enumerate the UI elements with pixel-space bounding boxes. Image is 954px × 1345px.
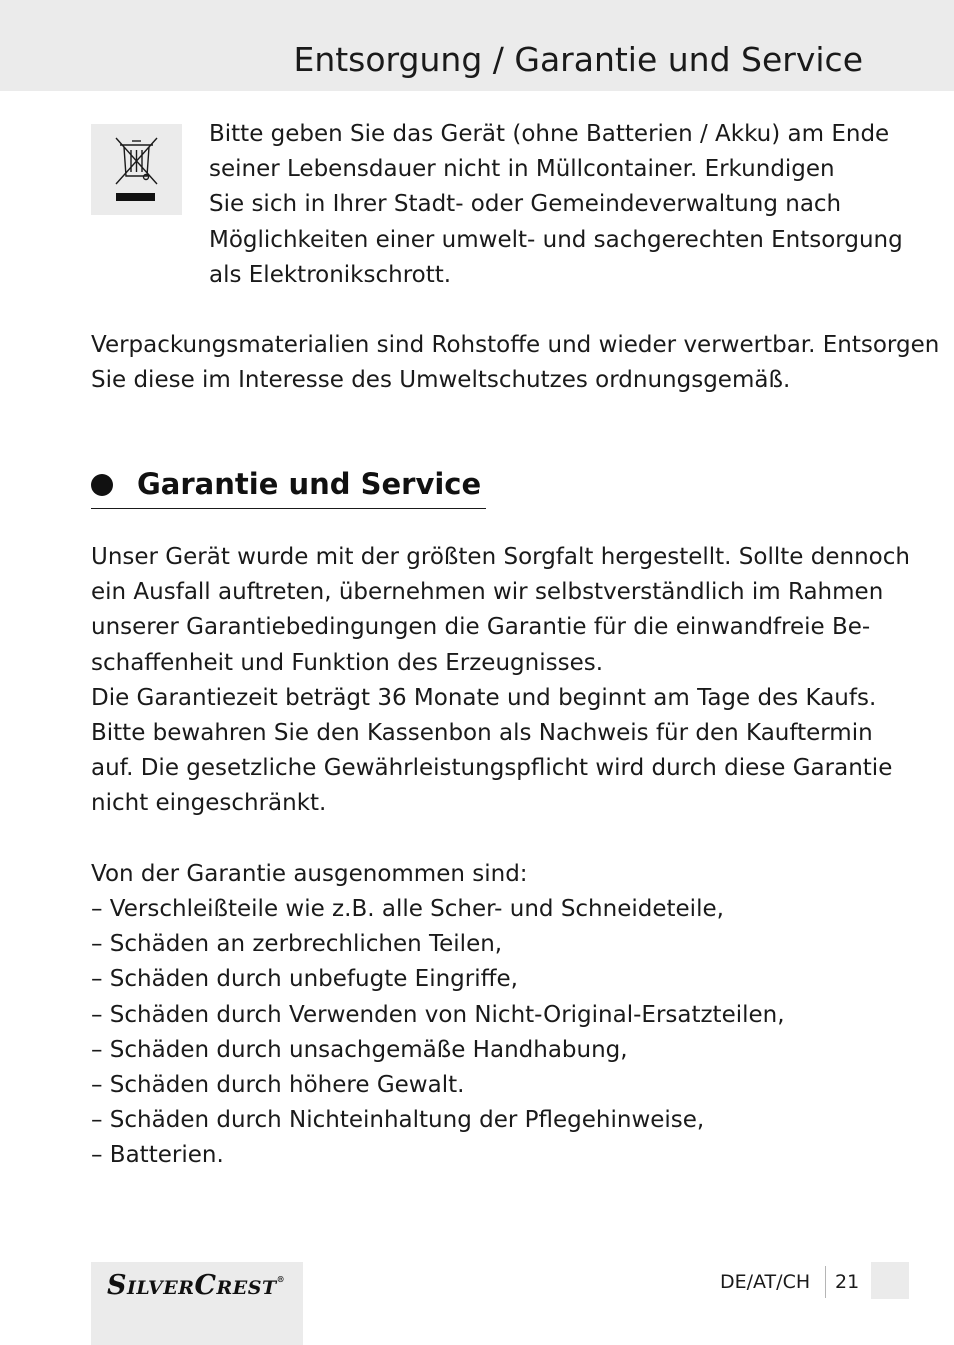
text-line: Sie diese im Interesse des Umweltschutzes ordnungsgemäß. bbox=[91, 367, 791, 394]
section-heading bbox=[91, 462, 486, 509]
locale-label: DE/AT/CH bbox=[720, 1271, 811, 1293]
crossed-out-wheelie-bin-icon bbox=[91, 124, 182, 215]
text-line: seiner Lebensdauer nicht in Müllcontainer. Erkundigen bbox=[209, 156, 835, 183]
text-line: Unser Gerät wurde mit der größten Sorgfalt hergestellt. Sollte dennoch bbox=[91, 544, 910, 570]
list-item: – Schäden durch unbefugte Eingriffe, bbox=[91, 966, 518, 993]
warranty-paragraph bbox=[91, 540, 910, 822]
section-heading-text: Garantie und Service bbox=[137, 467, 482, 501]
text-line: Bitte geben Sie das Gerät (ohne Batterien / Akku) am Ende bbox=[209, 121, 890, 147]
list-item: – Schäden durch höhere Gewalt. bbox=[91, 1072, 465, 1099]
page-title: Entsorgung / Garantie und Service bbox=[293, 40, 863, 79]
list-item: – Schäden durch Verwenden von Nicht-Original-Ersatzteilen, bbox=[91, 1001, 785, 1028]
footer-tab bbox=[871, 1262, 909, 1299]
footer-logo-box bbox=[91, 1262, 303, 1345]
list-item: – Verschleißteile wie z.B. alle Scher- und Schneideteile, bbox=[91, 896, 724, 922]
text-line: unserer Garantiebedingungen die Garantie für die einwandfreie Be- bbox=[91, 614, 871, 641]
text-line: nicht eingeschränkt. bbox=[91, 790, 327, 817]
text-line: auf. Die gesetzliche Gewährleistungspflicht wird durch diese Garantie bbox=[91, 755, 893, 782]
bullet-dot-icon bbox=[91, 474, 113, 496]
brand-logo: SILVERCREST® bbox=[107, 1270, 286, 1301]
packaging-paragraph bbox=[91, 328, 939, 398]
text-line: als Elektronikschrott. bbox=[209, 261, 452, 288]
text-line: Bitte bewahren Sie den Kassenbon als Nachweis für den Kauftermin bbox=[91, 720, 873, 747]
list-item: – Schäden durch unsachgemäße Handhabung, bbox=[91, 1036, 628, 1063]
text-line: Verpackungsmaterialien sind Rohstoffe und wieder verwertbar. Entsorgen bbox=[91, 332, 940, 358]
list-item: – Schäden an zerbrechlichen Teilen, bbox=[91, 931, 503, 958]
exclusion-list bbox=[91, 892, 785, 1174]
text-line: Möglichkeiten einer umwelt- und sachgerechten Entsorgung bbox=[209, 226, 903, 253]
text-line: Die Garantiezeit beträgt 36 Monate und beginnt am Tage des Kaufs. bbox=[91, 684, 877, 711]
exclusions-intro: Von der Garantie ausgenommen sind: bbox=[91, 861, 528, 887]
weee-symbol-box bbox=[91, 124, 182, 215]
list-item: – Schäden durch Nichteinhaltung der Pflegehinweise, bbox=[91, 1107, 705, 1134]
list-item: – Batterien. bbox=[91, 1142, 224, 1169]
text-line: Sie sich in Ihrer Stadt- oder Gemeindeverwaltung nach bbox=[209, 191, 842, 218]
text-line: schaffenheit und Funktion des Erzeugnisses. bbox=[91, 649, 604, 676]
text-line: ein Ausfall auftreten, übernehmen wir selbstverständlich im Rahmen bbox=[91, 579, 884, 606]
footer-divider bbox=[825, 1266, 826, 1298]
page-number: 21 bbox=[835, 1271, 860, 1293]
disposal-paragraph bbox=[209, 117, 903, 293]
